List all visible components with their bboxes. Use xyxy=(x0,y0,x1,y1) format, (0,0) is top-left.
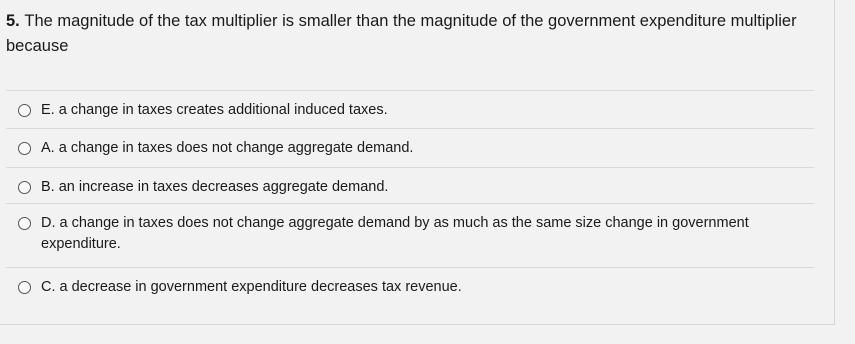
radio-button-e[interactable] xyxy=(18,104,31,117)
radio-button-b[interactable] xyxy=(18,181,31,194)
answer-option-b[interactable] xyxy=(6,168,814,204)
radio-button-d[interactable] xyxy=(18,217,31,230)
answer-label-c: C. a decrease in government expenditure decreases tax revenue. xyxy=(41,279,462,295)
answer-option-d[interactable] xyxy=(6,204,814,268)
question-text: The magnitude of the tax multiplier is smaller than the magnitude of the government expenditure multiplier because xyxy=(6,12,797,55)
answer-options xyxy=(6,91,814,308)
radio-button-c[interactable] xyxy=(18,281,31,294)
answer-option-c[interactable] xyxy=(6,268,814,308)
answer-option-a[interactable] xyxy=(6,129,814,168)
radio-button-a[interactable] xyxy=(18,142,31,155)
question-number: 5. xyxy=(6,12,20,30)
answer-option-e[interactable] xyxy=(6,91,814,129)
question-prompt xyxy=(6,9,811,59)
answer-label-a: A. a change in taxes does not change aggregate demand. xyxy=(41,140,414,156)
answer-label-d: D. a change in taxes does not change aggregate demand by as much as the same size change in government expenditure. xyxy=(41,215,749,252)
answer-label-b: B. an increase in taxes decreases aggregate demand. xyxy=(41,179,389,195)
answer-label-e: E. a change in taxes creates additional induced taxes. xyxy=(41,102,388,118)
